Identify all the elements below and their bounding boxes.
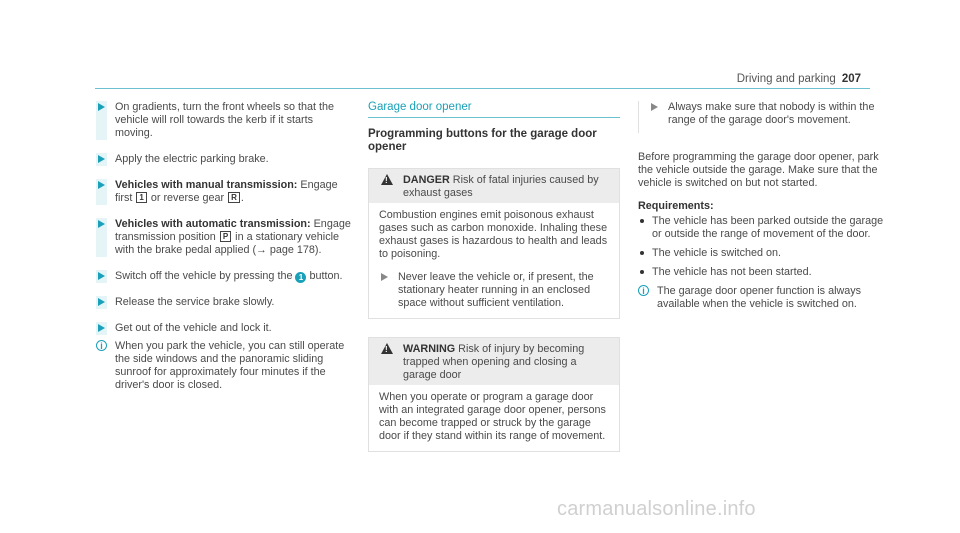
sub-title: Programming buttons for the garage door opener: [368, 128, 597, 153]
warning-step-text: Always make sure that nobody is within the range of the garage door's movement.: [668, 101, 875, 126]
warning-body: [369, 385, 619, 451]
warning-box-continued: [638, 101, 893, 133]
requirement-item: [638, 247, 893, 260]
bullet-icon: [640, 251, 644, 255]
gear-p-key-icon: P: [220, 231, 231, 242]
step-text-part: or reverse gear: [147, 192, 228, 204]
step-text-part: Switch off the vehicle by pressing the: [115, 270, 296, 282]
note-text: When you park the vehicle, you can still operate the side windows and the panoramic sliding sunroof for approximately four minutes if the driver's door is closed.: [115, 340, 345, 391]
warning-triangle-icon: !: [381, 174, 393, 185]
step-text: [115, 179, 351, 205]
step-text-part: button.: [306, 270, 343, 282]
step-arrow-icon: [98, 181, 105, 189]
gear-1-key-icon: 1: [136, 192, 146, 203]
warning-step: [639, 101, 893, 127]
danger-header: [369, 169, 619, 203]
step-text: Get out of the vehicle and lock it.: [115, 322, 272, 334]
gear-r-key-icon: R: [228, 192, 240, 203]
section-title: Garage door opener: [368, 101, 620, 118]
note-text: The garage door opener function is always available when the vehicle is switched on.: [657, 285, 862, 310]
step-arrow-icon: [98, 298, 105, 306]
header-rule: [95, 88, 870, 89]
step-arrow-icon: [651, 103, 658, 111]
step-text: [115, 270, 351, 283]
step-manual-transmission: [96, 179, 351, 205]
step-text: On gradients, turn the front wheels so that the vehicle will roll towards the kerb if it starts moving.: [115, 101, 335, 139]
danger-box: [368, 168, 620, 319]
warning-text: When you operate or program a garage door with an integrated garage door opener, persons can become trapped or struck by the garage door if they stand within its range of movement.: [379, 391, 606, 442]
bullet-icon: [640, 219, 644, 223]
step-text-part: Engage transmission position: [115, 218, 351, 243]
warning-header-text: Risk of injury by becoming trapped when opening and closing a garage door: [403, 343, 585, 381]
info-icon: i: [638, 285, 649, 296]
header-section: Driving and parking: [736, 73, 836, 85]
step-arrow-icon: [98, 103, 105, 111]
column-left: [96, 101, 351, 392]
requirement-item: [638, 215, 893, 241]
warning-label: WARNING: [403, 343, 456, 355]
step-label: Vehicles with manual transmission:: [115, 179, 298, 191]
step-switch-off: [96, 270, 351, 283]
column-middle: [368, 101, 620, 470]
step-automatic-transmission: [96, 218, 351, 257]
requirement-text: The vehicle has been parked outside the garage or outside the range of movement of the door.: [652, 215, 884, 240]
step-arrow-icon: [381, 273, 388, 281]
step-label: Vehicles with automatic transmission:: [115, 218, 311, 230]
step-wheels: [96, 101, 351, 140]
danger-step: [379, 271, 609, 310]
step-release-brake: [96, 296, 351, 309]
warning-header: [369, 338, 619, 385]
watermark: carmanualsonline.info: [557, 498, 756, 520]
step-text-part: Engage first: [115, 179, 338, 204]
requirement-text: The vehicle is switched on.: [652, 247, 782, 259]
step-text-part: .: [240, 192, 244, 204]
step-text: [115, 218, 351, 257]
step-arrow-icon: [98, 155, 105, 163]
info-icon: i: [96, 340, 107, 351]
intro-paragraph: Before programming the garage door opener, park the vehicle outside the garage. Make sure that the vehicle is switched on but not started.: [638, 151, 879, 189]
step-arrow-icon: [98, 220, 105, 228]
warning-triangle-icon: !: [381, 343, 393, 354]
step-parking-brake: [96, 153, 351, 166]
step-text: Apply the electric parking brake.: [115, 153, 269, 165]
callout-1-icon: 1: [295, 272, 306, 283]
info-note: [96, 340, 351, 392]
danger-step-text: Never leave the vehicle or, if present, the stationary heater running in an enclosed space without sufficient ventilation.: [398, 271, 594, 309]
step-arrow-icon: [98, 324, 105, 332]
warning-box: [368, 337, 620, 452]
danger-label: DANGER: [403, 174, 450, 186]
step-arrow-icon: [98, 272, 105, 280]
page-number: 207: [841, 73, 861, 85]
info-note: [638, 285, 893, 311]
danger-body: [369, 203, 619, 318]
danger-header-text: Risk of fatal injuries caused by exhaust gases: [403, 174, 599, 199]
running-header: [737, 73, 861, 86]
step-lock-vehicle: [96, 322, 351, 335]
step-text: Release the service brake slowly.: [115, 296, 275, 308]
bullet-icon: [640, 270, 644, 274]
requirements-title: Requirements:: [638, 200, 714, 212]
step-text-part: in a stationary vehicle with the brake pedal applied (→ page 178).: [115, 231, 339, 256]
requirement-item: [638, 266, 893, 279]
danger-text: Combustion engines emit poisonous exhaust gases such as carbon monoxide. Inhaling these exhaust gases is hazardous to health and leads to poisoning.: [379, 209, 608, 260]
requirement-text: The vehicle has not been started.: [652, 266, 812, 278]
column-right: [638, 101, 893, 311]
